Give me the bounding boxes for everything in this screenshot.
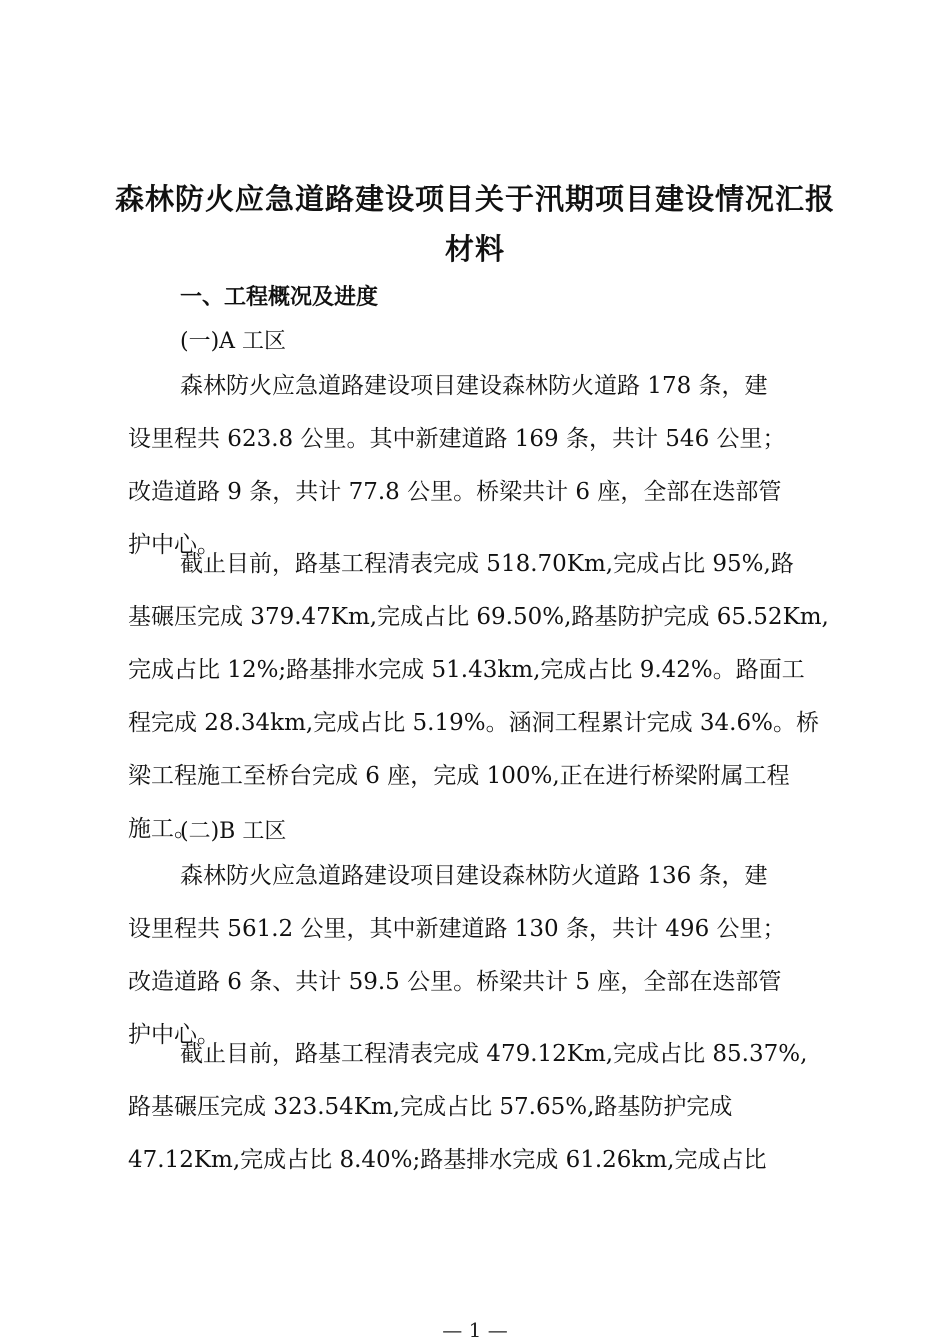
- text-line: 设里程共 561.2 公里，其中新建道路 130 条，共计 496 公里；: [128, 916, 786, 942]
- text-line: 设里程共 623.8 公里。其中新建道路 169 条，共计 546 公里；: [128, 426, 786, 452]
- text-line: 截止目前，路基工程清表完成 479.12Km,完成占比 85.37%,: [180, 1041, 808, 1067]
- paragraph-b-progress: [128, 1028, 833, 1187]
- section-heading: 一、工程概况及进度: [180, 285, 379, 310]
- document-title-line-1: 森林防火应急道路建设项目关于汛期项目建设情况汇报: [114, 182, 835, 216]
- text-line: 47.12Km,完成占比 8.40%;路基排水完成 61.26km,完成占比: [128, 1147, 767, 1173]
- text-line: 改造道路 9 条，共计 77.8 公里。桥梁共计 6 座，全部在迭部管: [128, 479, 782, 505]
- text-line: 截止目前，路基工程清表完成 518.70Km,完成占比 95%,路: [180, 551, 794, 577]
- text-line: 改造道路 6 条、共计 59.5 公里。桥梁共计 5 座，全部在迭部管: [128, 969, 782, 995]
- document-title-line-2: 材料: [444, 232, 505, 266]
- text-line: 森林防火应急道路建设项目建设森林防火道路 136 条，建: [180, 863, 768, 889]
- page-number: — 1 —: [442, 1318, 508, 1342]
- text-line: 程完成 28.34km,完成占比 5.19%。涵洞工程累计完成 34.6%。桥: [128, 710, 819, 736]
- text-line: 完成占比 12%;路基排水完成 51.43km,完成占比 9.42%。路面工: [128, 657, 805, 683]
- paragraph-a-progress: [128, 538, 833, 856]
- text-line: 路基碾压完成 323.54Km,完成占比 57.65%,路基防护完成: [128, 1094, 733, 1120]
- text-line: 基碾压完成 379.47Km,完成占比 69.50%,路基防护完成 65.52Km,: [128, 604, 829, 630]
- subsection-heading-b: (二)B 工区: [180, 819, 287, 844]
- text-line: 护中心。: [128, 532, 220, 558]
- text-line: 施工。: [128, 816, 197, 842]
- subsection-heading-a: (一)A 工区: [180, 329, 287, 354]
- text-line: 梁工程施工至桥台完成 6 座，完成 100%,正在进行桥梁附属工程: [128, 763, 790, 789]
- text-line: 护中心。: [128, 1022, 220, 1048]
- text-line: 森林防火应急道路建设项目建设森林防火道路 178 条，建: [180, 373, 768, 399]
